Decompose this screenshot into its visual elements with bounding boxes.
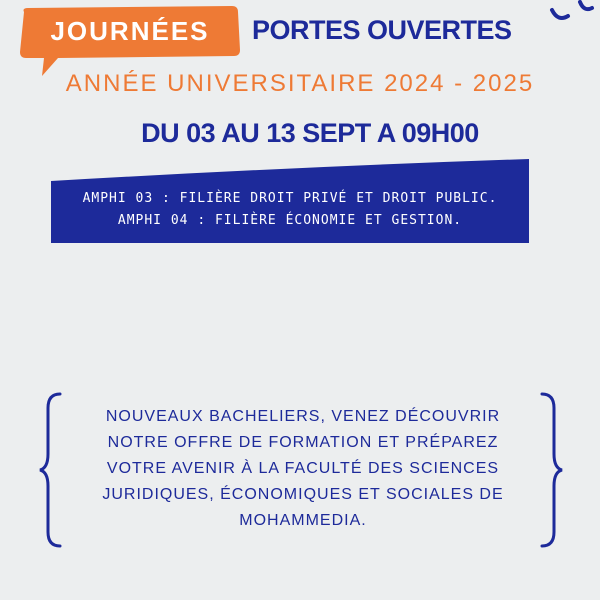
left-curly-brace-icon xyxy=(36,390,66,550)
banner-line-2: AMPHI 04 : FILIÈRE ÉCONOMIE ET GESTION. xyxy=(117,213,463,228)
right-curly-brace-icon xyxy=(536,390,566,550)
squiggle-decoration-icon xyxy=(540,0,600,30)
message-line-3: VOTRE AVENIR À LA FACULTÉ DES SCIENCES xyxy=(106,460,500,477)
message-line-2: NOTRE OFFRE DE FORMATION ET PRÉPAREZ xyxy=(107,434,499,451)
message-line-5: MOHAMMEDIA. xyxy=(239,512,367,529)
banner-line-1: AMPHI 03 : FILIÈRE DROIT PRIVÉ ET DROIT PUBLIC. xyxy=(82,191,498,206)
event-dates: DU 03 AU 13 SEPT A 09H00 xyxy=(141,118,479,148)
message-line-1: NOUVEAUX BACHELIERS, VENEZ DÉCOUVRIR xyxy=(105,408,501,425)
info-banner xyxy=(51,155,529,245)
speech-bubble xyxy=(14,4,242,74)
academic-year: ANNÉE UNIVERSITAIRE 2024 - 2025 xyxy=(65,70,535,97)
badge-label: JOURNÉES xyxy=(50,16,210,46)
invitation-message xyxy=(70,404,536,534)
page-title: PORTES OUVERTES xyxy=(252,15,512,45)
message-line-4: JURIDIQUES, ÉCONOMIQUES ET SOCIALES DE xyxy=(102,486,504,503)
